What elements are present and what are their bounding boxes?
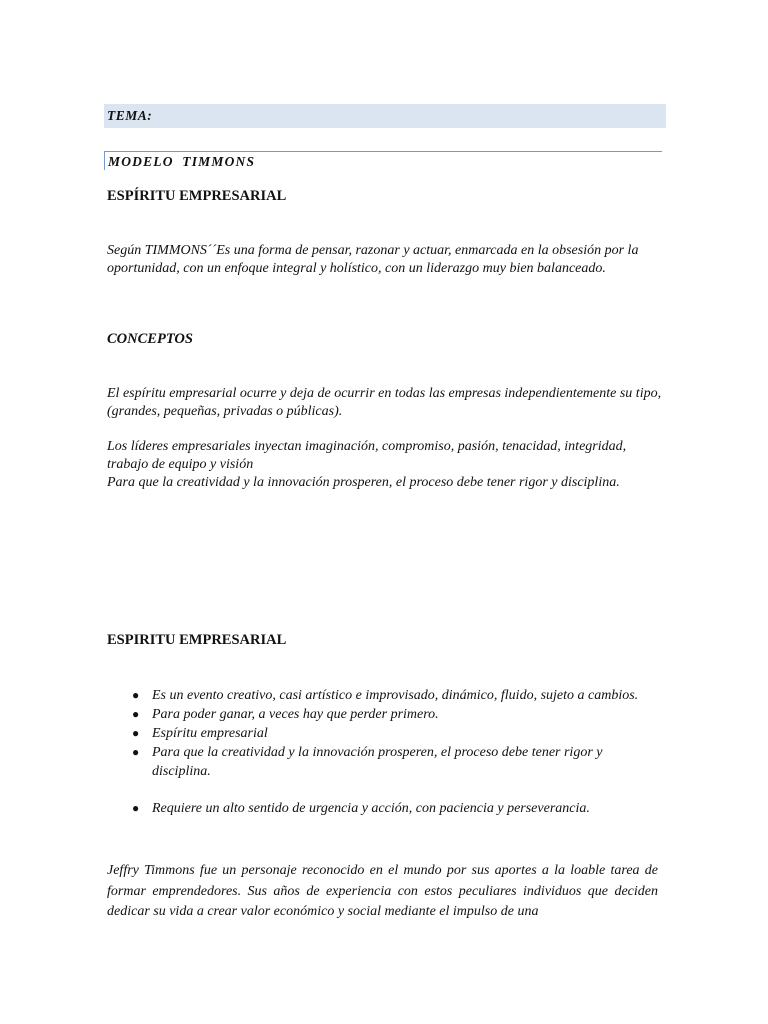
section2-heading: CONCEPTOS <box>107 331 193 347</box>
bullet-icon: ● <box>132 688 140 702</box>
section2-paragraph2-line1: Los líderes empresariales inyectan imaginación, compromiso, pasión, tenacidad, integridad, trabajo de equipo y visión <box>107 439 627 472</box>
list-item: ● Requiere un alto sentido de urgencia y acción, con paciencia y perseverancia. <box>132 801 590 816</box>
section1-heading: ESPÍRITU EMPRESARIAL <box>107 188 287 204</box>
modelo-title: MODELO TIMMONS <box>108 154 256 169</box>
list-item: ● Para que la creatividad y la innovación prosperen, el proceso debe tener rigor y disciplina. <box>132 745 603 779</box>
bullet-icon: ● <box>132 801 140 815</box>
bullet-icon: ● <box>132 745 140 759</box>
tema-label: TEMA: <box>107 108 153 123</box>
section2-paragraph2-line2: Para que la creatividad y la innovación prosperen, el proceso debe tener rigor y disciplina. <box>107 475 620 490</box>
section2-paragraph2 <box>107 438 662 492</box>
section3-bullet-list <box>107 686 662 818</box>
list-item: ● Para poder ganar, a veces hay que perder primero. <box>132 707 439 722</box>
modelo-title-box <box>104 151 662 170</box>
bullet-icon: ● <box>132 726 140 740</box>
list-item: ● Espíritu empresarial <box>132 726 268 741</box>
section1-paragraph: Según TIMMONS´´Es una forma de pensar, razonar y actuar, enmarcada en la obsesión por la oportunidad, con un enfoque integral y holístico, con un liderazgo muy bien balanceado. <box>107 243 639 276</box>
section3-closing-paragraph: Jeffry Timmons fue un personaje reconocido en el mundo por sus aportes a la loable tarea de formar emprendedores. Sus años de experiencia con estos peculiares individuos que deciden dedicar su vida a crear valor económico y social mediante el impulso de una <box>107 863 658 919</box>
section2-paragraph1: El espíritu empresarial ocurre y deja de ocurrir en todas las empresas independientemente su tipo, (grandes, pequeñas, privadas o públicas). <box>107 386 662 419</box>
list-item: ● Es un evento creativo, casi artístico e improvisado, dinámico, fluido, sujeto a cambios. <box>132 688 639 703</box>
section3-heading: ESPIRITU EMPRESARIAL <box>107 632 287 648</box>
tema-bar <box>104 104 666 128</box>
bullet-icon: ● <box>132 707 140 721</box>
